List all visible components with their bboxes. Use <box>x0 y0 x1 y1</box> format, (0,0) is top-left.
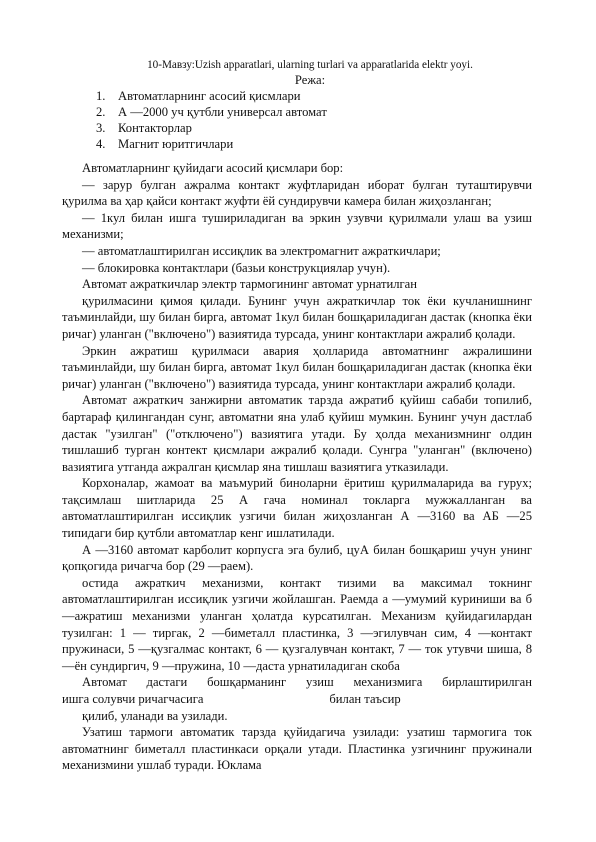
paragraph: — автоматлаштирилган иссиқлик ва электромагнит ажраткичлари; <box>82 243 441 258</box>
paragraph: ишга солувчи ричагчасига билан таъсир <box>62 692 401 706</box>
plan-item <box>96 136 327 152</box>
plan-item <box>96 88 327 104</box>
paragraph: Автомат ажраткичлар электр тармогининг автомат урнатилган <box>82 277 417 292</box>
paragraph: қурилмасини қимоя қилади. Бунинг учун ажраткичлар ток ёки кучланишнинг таъминлайди, шу билан бирга, автомат 1кул билан бошқариладиган дастак (кнопка ёки ричаг) уланган ("включено") вазиятида турсада, унинг контактлари ажралиб қолади. <box>62 293 532 341</box>
paragraph: қилиб, уланади ва узилади. <box>82 708 228 723</box>
paragraph: Узатиш тармоги автоматик тарзда қуйидагича узилади: узатиш тармогига ток автоматнинг биметалл пластинкаси орқали утади. Пластинка узгичнинг пружинали механизмини ушлаб туради. Юклама <box>62 725 532 773</box>
paragraph: — зарур булган ажралма контакт жуфтларидан иборат булган туташтирувчи қурилма ва ҳар қайси контакт жуфти ёй сундирувчи камера билан жиҳозланган; <box>62 177 532 209</box>
plan-item <box>96 120 327 136</box>
paragraph: Корхоналар, жамоат ва маъмурий биноларни ёритиш қурилмаларида ва гурух; тақсимлаш шитларида 25 А гача номинал токларга мужжалланган ва автоматлаштирилган иссиқлик узгичи билан жиҳозланган А —3160 ва АБ —25 типидаги бир қутбли автоматлар кенг ишлатилади. <box>62 476 532 541</box>
document-body <box>62 160 532 774</box>
paragraph: Автомат ажраткич занжирни автоматик тарзда ажратиб қуйиш сабаби топилиб, бартараф қилингандан сунг, автоматни яна улаб қуйиш мумкин. Бунинг учун дастлаб дастак "узилган" ("отключено") вазиятига утади. Бу ҳолда механизмнинг олдин тишлашиб турган контект қисмлари ажралиб қолади. Сунгра "уланган" (включено) вазиятига утганда ажралган қисмлар яна тишлаш вазиятига утказилади. <box>62 393 532 474</box>
paragraph: — 1кул билан ишга тушириладиган ва эркин узувчи қурилмали улаш ва узиш механизми; <box>62 210 532 242</box>
plan-item-text: А —2000 уч қутбли универсал автомат <box>118 105 327 119</box>
paragraph: А —3160 автомат карболит корпусга эга булиб, цуА билан бошқариш учун унинг қопқогида ричагча бор (29 —раем). <box>62 542 532 574</box>
plan-item-text: Автоматларнинг асосий қисмлари <box>118 89 301 103</box>
paragraph: Эркин ажратиш қурилмаси авария ҳолларида автоматнинг ажралишини таъминлайди, шу билан бирга, автомат 1кул билан бошқариладиган дастак (кнопка ёки ричаг) уланган ("включено") вазиятида турсада, унинг контактлари ажралиб қолади. <box>62 343 532 391</box>
paragraph: — блокировка контактлари (базьи конструкциялар учун). <box>82 260 391 275</box>
plan-item-number: 2. <box>96 105 106 119</box>
lecture-title: 10-Мавзу:Uzish apparatlari, ularning turlari va apparatlarida elektr yoyi. <box>147 59 473 71</box>
plan-heading: Режа: <box>294 73 326 87</box>
plan-item-text: Контакторлар <box>118 121 192 135</box>
paragraph: Автоматларнинг қуйидаги асосий қисмлари бор: <box>82 161 344 175</box>
plan-item-number: 3. <box>96 121 106 135</box>
plan-item <box>96 104 327 120</box>
plan-item-number: 4. <box>96 137 106 151</box>
plan-item-number: 1. <box>96 89 106 103</box>
plan-item-text: Магнит юритгичлари <box>118 137 234 151</box>
paragraph: Автомат дастаги бошқарманинг узиш механизмига бирлаштирилган <box>82 675 532 690</box>
plan-list <box>96 88 327 152</box>
paragraph: остида ажраткич механизми, контакт тизими ва максимал токнинг автоматлаштирилган иссиқлик узгичи жойлашган. Раемда а —умумий куриниши ва б —ажратиш механизми уланган ҳолатда курсатилган. Механизм қуйидагилардан тузилган: 1 — тиргак, 2 —биметалл пластинка, 3 —эгилувчан сим, 4 —контакт пружинаси, 5 —қузгалмас контакт, 6 — қузгалувчан контакт, 7 — ток утувчи шиша, 8 —ён сундиргич, 9 —пружина, 10 —даста урнатиладиган скоба <box>62 575 532 673</box>
